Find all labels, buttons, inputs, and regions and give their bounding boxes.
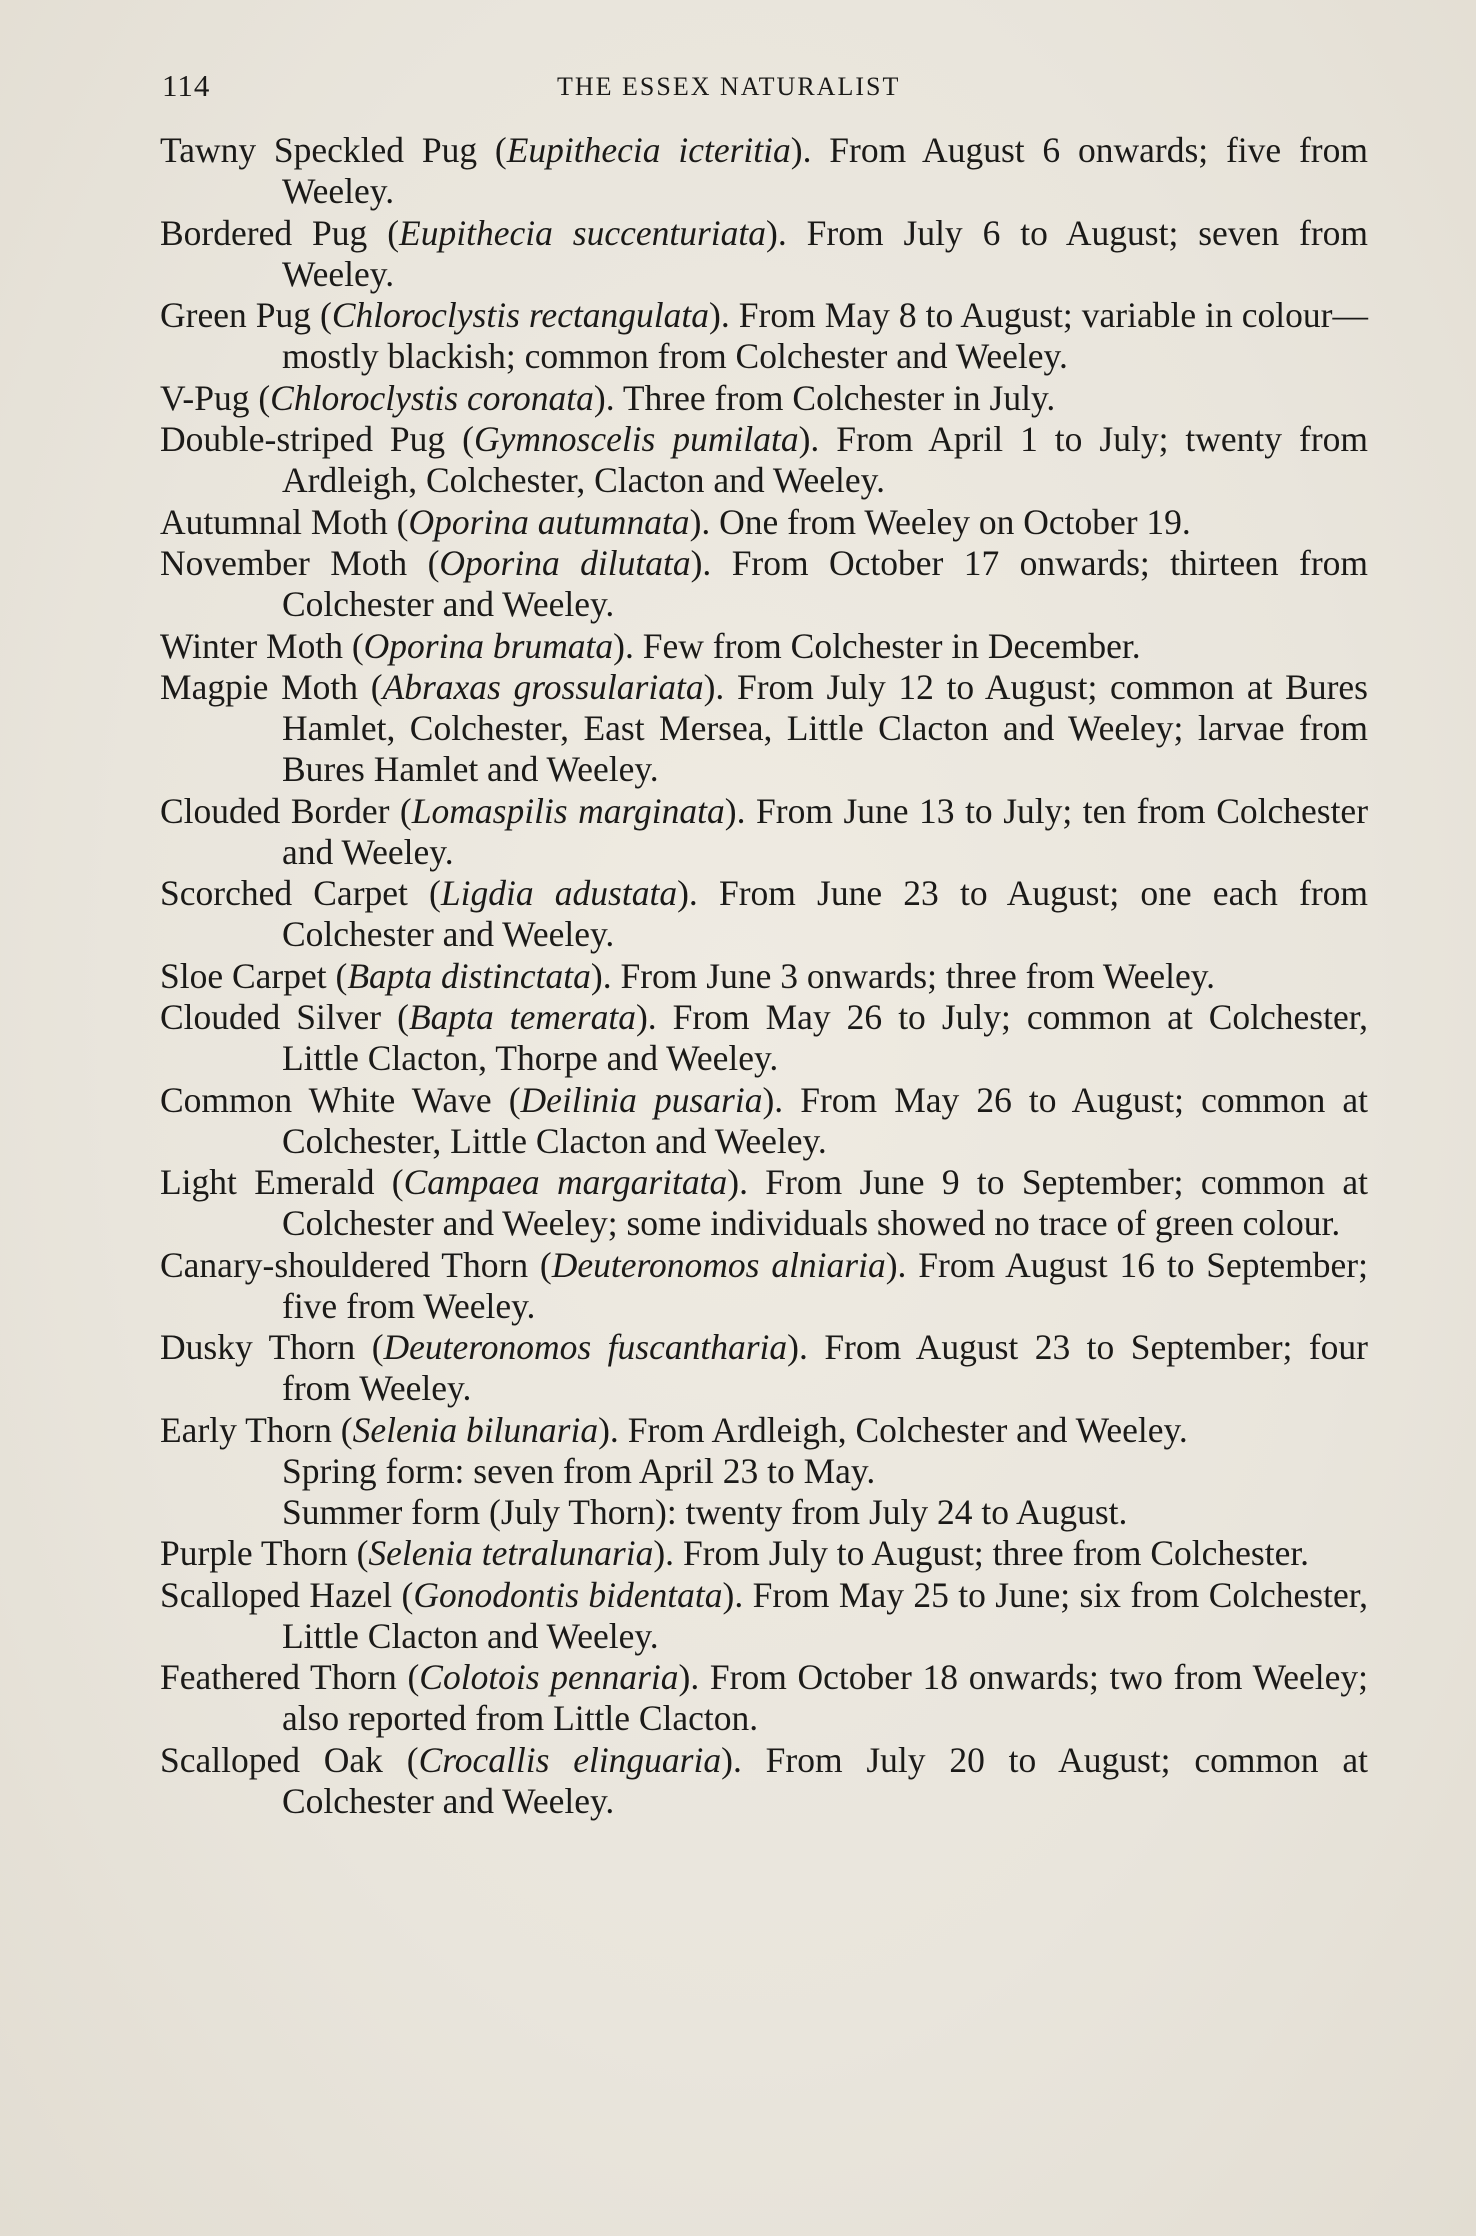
- common-name: V-Pug: [160, 377, 250, 418]
- record-detail: From July 20 to August; common at Colchester and Weeley.: [282, 1739, 1368, 1821]
- scientific-name: Campaea margaritata: [403, 1162, 728, 1202]
- scientific-name: Colotois pennaria: [419, 1657, 679, 1697]
- species-entry: Feathered Thorn (Colotois pennaria). From October 18 onwards; two from Weeley; also reported from Little Clacton.: [160, 1657, 1368, 1738]
- record-detail: Few from Colchester in December.: [642, 625, 1141, 666]
- record-detail: From April 1 to July; twenty from Ardleigh, Colchester, Clacton and Weeley.: [282, 419, 1368, 500]
- record-detail: From May 25 to June; six from Colchester, Little Clacton and Weeley.: [282, 1574, 1368, 1656]
- common-name: Green Pug: [160, 295, 312, 335]
- species-entry: Magpie Moth (Abraxas grossulariata). From July 12 to August; common at Bures Hamlet, Colchester, East Mersea, Little Clacton and Weeley; larvae from Bures Hamlet and Weeley.: [160, 667, 1368, 789]
- species-entry: Scorched Carpet (Ligdia adustata). From June 23 to August; one each from Colchester and Weeley.: [160, 873, 1369, 954]
- species-entry: Green Pug (Chloroclystis rectangulata). From May 8 to August; variable in colour—mostly blackish; common from Colchester and Weeley.: [160, 295, 1368, 376]
- species-entry: Bordered Pug (Eupithecia succenturiata). From July 6 to August; seven from Weeley.: [160, 212, 1369, 294]
- species-entry: Winter Moth (Oporina brumata). Few from Colchester in December.: [160, 625, 1141, 666]
- record-detail: From June 13 to July; ten from Colchester and Weeley.: [282, 790, 1369, 872]
- scientific-name: Abraxas grossulariata: [382, 667, 704, 707]
- record-detail: From August 6 onwards; five from Weeley.: [282, 130, 1368, 211]
- common-name: Sloe Carpet: [160, 955, 327, 996]
- common-name: Scorched Carpet: [160, 873, 408, 913]
- record-detail: From July 12 to August; common at Bures Hamlet, Colchester, East Mersea, Little Clacton and Weeley; larvae from Bures Hamlet and Weeley.: [282, 667, 1368, 789]
- scientific-name: Chloroclystis rectangulata: [331, 295, 710, 335]
- record-detail: From July to August; three from Colchester.: [682, 1533, 1310, 1573]
- common-name: Winter Moth: [160, 625, 343, 666]
- form-note: Summer form (July Thorn): twenty from July 24 to August.: [282, 1492, 1128, 1532]
- species-entry: Scalloped Oak (Crocallis elinguaria). From July 20 to August; common at Colchester and Weeley.: [160, 1739, 1368, 1821]
- scientific-name: Selenia tetralunaria: [368, 1533, 654, 1573]
- form-note: Spring form: seven from April 23 to May.: [282, 1451, 876, 1491]
- common-name: Clouded Border: [160, 790, 390, 831]
- record-detail: From October 18 onwards; two from Weeley; also reported from Little Clacton.: [282, 1657, 1368, 1738]
- species-entry: Purple Thorn (Selenia tetralunaria). From July to August; three from Colchester.: [160, 1533, 1310, 1573]
- species-entry: Early Thorn (Selenia bilunaria). From Ardleigh, Colchester and Weeley.: [160, 1409, 1188, 1450]
- common-name: Light Emerald: [160, 1162, 375, 1202]
- scientific-name: Gymnoscelis pumilata: [473, 419, 799, 459]
- species-entry: Clouded Border (Lomaspilis marginata). From June 13 to July; ten from Colchester and Weeley.: [160, 790, 1369, 872]
- record-detail: From June 9 to September; common at Colchester and Weeley; some individuals showed no trace of green colour.: [282, 1162, 1368, 1243]
- species-entry: Common White Wave (Deilinia pusaria). From May 26 to August; common at Colchester, Little Clacton and Weeley.: [160, 1079, 1369, 1161]
- scientific-name: Oporina brumata: [363, 625, 614, 666]
- species-entry: V-Pug (Chloroclystis coronata). Three from Colchester in July.: [160, 377, 1056, 418]
- scientific-name: Eupithecia icteritia: [506, 130, 791, 170]
- species-entry: Clouded Silver (Bapta temerata). From May 26 to July; common at Colchester, Little Clacton, Thorpe and Weeley.: [160, 997, 1368, 1078]
- species-entry: Sloe Carpet (Bapta distinctata). From June 3 onwards; three from Weeley.: [160, 955, 1216, 996]
- common-name: Scalloped Hazel: [160, 1574, 393, 1615]
- common-name: November Moth: [160, 543, 408, 583]
- species-entry: Scalloped Hazel (Gonodontis bidentata). From May 25 to June; six from Colchester, Little Clacton and Weeley.: [160, 1574, 1368, 1656]
- scientific-name: Gonodontis bidentata: [413, 1574, 723, 1615]
- scientific-name: Crocallis elinguaria: [418, 1739, 722, 1780]
- species-entry: Double-striped Pug (Gymnoscelis pumilata). From April 1 to July; twenty from Ardleigh, Colchester, Clacton and Weeley.: [160, 419, 1368, 500]
- common-name: Magpie Moth: [160, 667, 359, 707]
- species-entry: Dusky Thorn (Deuteronomos fuscantharia). From August 23 to September; four from Weeley.: [160, 1327, 1368, 1408]
- common-name: Scalloped Oak: [160, 1739, 383, 1780]
- scientific-name: Deuteronomos alniaria: [551, 1244, 886, 1285]
- common-name: Bordered Pug: [160, 212, 368, 253]
- scientific-name: Deuteronomos fuscantharia: [383, 1327, 788, 1367]
- record-detail: One from Weeley on October 19.: [719, 501, 1191, 542]
- record-detail: From June 23 to August; one each from Colchester and Weeley.: [282, 873, 1369, 954]
- running-title: THE ESSEX NATURALIST: [557, 72, 901, 101]
- record-detail: From May 8 to August; variable in colour—mostly blackish; common from Colchester and Weeley.: [282, 295, 1368, 376]
- common-name: Autumnal Moth: [160, 501, 388, 542]
- scientific-name: Ligdia adustata: [440, 873, 678, 913]
- page-number: 114: [162, 68, 211, 103]
- species-entry: November Moth (Oporina dilutata). From October 17 onwards; thirteen from Colchester and Weeley.: [160, 543, 1369, 624]
- record-detail: From May 26 to July; common at Colchester, Little Clacton, Thorpe and Weeley.: [282, 997, 1368, 1078]
- scientific-name: Selenia bilunaria: [352, 1409, 599, 1450]
- species-list: [160, 130, 1368, 1822]
- scientific-name: Bapta distinctata: [347, 955, 591, 996]
- scientific-name: Lomaspilis marginata: [411, 790, 725, 831]
- species-entry: Autumnal Moth (Oporina autumnata). One from Weeley on October 19.: [160, 501, 1191, 542]
- common-name: Dusky Thorn: [160, 1327, 356, 1367]
- species-entry: Tawny Speckled Pug (Eupithecia icteritia). From August 6 onwards; five from Weeley.: [160, 130, 1368, 211]
- common-name: Clouded Silver: [160, 997, 382, 1037]
- common-name: Double-striped Pug: [160, 419, 446, 459]
- common-name: Purple Thorn: [160, 1533, 348, 1573]
- record-detail: From Ardleigh, Colchester and Weeley.: [627, 1409, 1188, 1450]
- running-head: [162, 68, 1368, 108]
- species-entry: Canary-shouldered Thorn (Deuteronomos alniaria). From August 16 to September; five from Weeley.: [160, 1244, 1368, 1326]
- record-detail: Three from Colchester in July.: [622, 377, 1056, 418]
- record-detail: From May 26 to August; common at Colchester, Little Clacton and Weeley.: [282, 1079, 1369, 1161]
- scientific-name: Bapta temerata: [408, 997, 636, 1037]
- scientific-name: Oporina dilutata: [439, 543, 691, 583]
- species-entry: Light Emerald (Campaea margaritata). From June 9 to September; common at Colchester and Weeley; some individuals showed no trace of green colour.: [160, 1162, 1368, 1243]
- scientific-name: Oporina autumnata: [408, 501, 690, 542]
- common-name: Early Thorn: [160, 1409, 332, 1450]
- common-name: Common White Wave: [160, 1079, 492, 1120]
- common-name: Feathered Thorn: [160, 1657, 397, 1697]
- record-detail: From June 3 onwards; three from Weeley.: [620, 955, 1216, 996]
- common-name: Canary-shouldered Thorn: [160, 1244, 529, 1285]
- record-detail: From July 6 to August; seven from Weeley.: [282, 212, 1369, 294]
- scientific-name: Chloroclystis coronata: [270, 377, 594, 418]
- scientific-name: Deilinia pusaria: [520, 1079, 763, 1120]
- record-detail: From August 16 to September; five from Weeley.: [282, 1244, 1368, 1326]
- record-detail: From October 17 onwards; thirteen from Colchester and Weeley.: [282, 543, 1369, 624]
- scientific-name: Eupithecia succenturiata: [399, 212, 766, 253]
- common-name: Tawny Speckled Pug: [160, 130, 478, 170]
- record-detail: From August 23 to September; four from Weeley.: [282, 1327, 1368, 1408]
